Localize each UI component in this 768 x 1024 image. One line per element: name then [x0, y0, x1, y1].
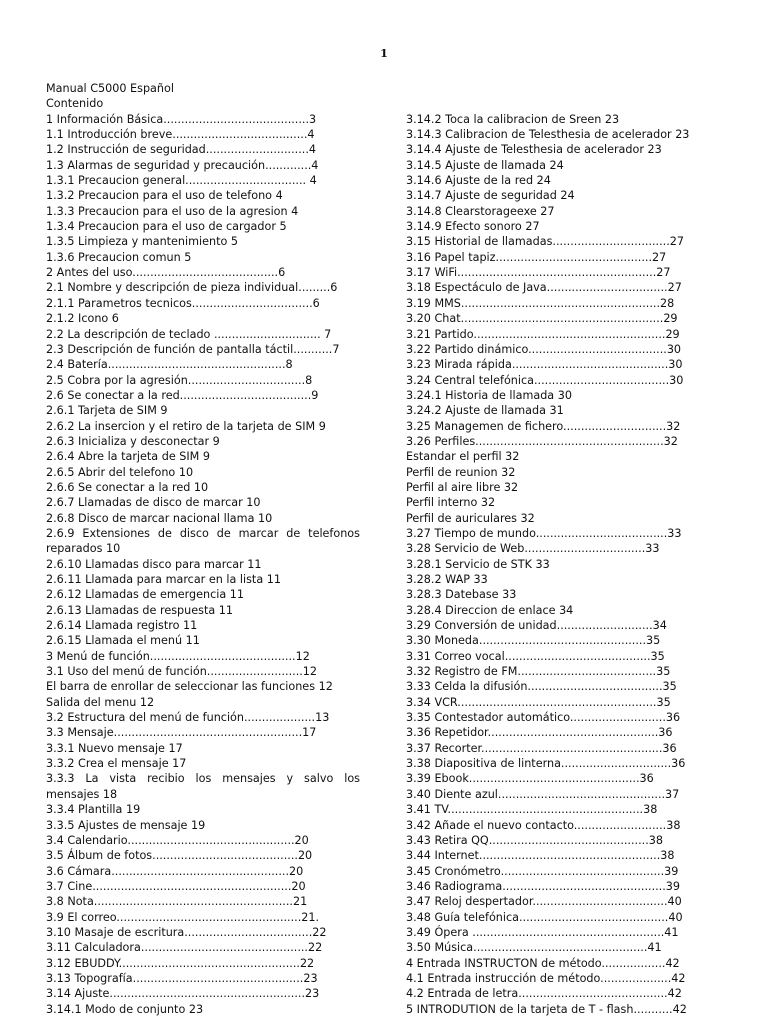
toc-entry: El barra de enrollar de seleccionar las funciones 12 — [46, 680, 333, 694]
toc-entry: 3.28.3 Datebase 33 — [406, 588, 517, 602]
toc-entry: 3.38 Diapositiva de linterna...............................36 — [406, 757, 686, 771]
toc-entry: 3.14.8 Clearstorageexe 27 — [406, 204, 555, 218]
toc-entry: 2.6.4 Abre la tarjeta de SIM 9 — [46, 450, 210, 464]
toc-entry: 1.3.4 Precaucion para el uso de cargador 5 — [46, 220, 287, 234]
toc-entry: 3.22 Partido dinámico.......................................30 — [406, 342, 682, 356]
toc-entry: 2.2 La descripción de teclado .............................. 7 — [46, 327, 332, 341]
toc-entry: 2.6.11 Llamada para marcar en la lista 11 — [46, 573, 281, 586]
toc-entry: 3.42 Añade el nuevo contacto..........................38 — [406, 818, 681, 832]
toc-entry: 2.6.7 Llamadas de disco de marcar 10 — [46, 496, 261, 510]
toc-entry: 3.43 Retira QQ.............................................38 — [406, 833, 664, 847]
toc-entry: 4 Entrada INSTRUCTON de método..................42 — [406, 956, 680, 970]
toc-entry: 3.6 Cámara..................................................20 — [46, 864, 304, 878]
toc-entry: 3.44 Internet...................................................38 — [406, 849, 675, 863]
toc-entry: 2.6.13 Llamadas de respuesta 11 — [46, 603, 233, 617]
toc-entry: 3.45 Cronómetro..............................................39 — [406, 864, 679, 878]
toc-entry: 2 Antes del uso.........................................6 — [46, 266, 286, 280]
toc-entry: 3.14.7 Ajuste de seguridad 24 — [406, 189, 575, 203]
toc-entry: Salida del menu 12 — [46, 695, 155, 709]
toc-entry: 3.23 Mirada rápida............................................30 — [406, 358, 683, 372]
toc-entry: 2.6.12 Llamadas de emergencia 11 — [46, 588, 245, 602]
toc-entry: 2.6.2 La insercion y el retiro de la tarjeta de SIM 9 — [46, 419, 326, 433]
toc-entry: 3.14 Ajuste.......................................................23 — [46, 987, 320, 1001]
toc-entry: 3.39 Ebook................................................36 — [406, 772, 654, 786]
toc-entry: 2.1.1 Parametros tecnicos..................................6 — [46, 296, 320, 310]
toc-entry: 3.30 Moneda...............................................35 — [406, 634, 661, 648]
toc-left-column — [46, 81, 360, 1017]
toc-entry: 3.36 Repetidor................................................36 — [406, 726, 673, 740]
toc-entry: 3.3.5 Ajustes de mensaje 19 — [46, 818, 206, 832]
toc-entry: 3.16 Papel tapiz............................................27 — [406, 250, 667, 264]
toc-entry: 2.1.2 Icono 6 — [46, 312, 119, 326]
toc-entry: 3.14.2 Toca la calibracion de Sreen 23 — [406, 112, 620, 126]
toc-entry: 3.40 Diente azul...............................................37 — [406, 787, 680, 801]
toc-entry: 1.3.3 Precaucion para el uso de la agresion 4 — [46, 204, 299, 218]
toc-entry: 3.20 Chat.........................................................29 — [406, 312, 678, 326]
toc-entry: 3.3.1 Nuevo mensaje 17 — [46, 741, 183, 755]
toc-entry: 1.3.6 Precaucion comun 5 — [46, 250, 192, 264]
toc-entry: 5 INTRODUTION de la tarjeta de T - flash...........42 — [406, 1002, 687, 1016]
toc-entry: 3.10 Masaje de escritura....................................22 — [46, 925, 327, 939]
toc-entry: 3.1 Uso del menú de función...........................12 — [46, 665, 318, 679]
toc-entry: 1.3 Alarmas de seguridad y precaución.............4 — [46, 158, 319, 172]
toc-entry: 3.14.4 Ajuste de Telesthesia de acelerador 23 — [406, 143, 662, 157]
toc-entry: 3.8 Nota........................................................21 — [46, 895, 308, 909]
toc-entry: 3.49 Ópera ......................................................41 — [406, 925, 679, 939]
toc-entry: 4.1 Entrada instrucción de método....................42 — [406, 971, 686, 985]
toc-entry: 3.2 Estructura del menú de función....................13 — [46, 711, 330, 725]
toc-entry: 3.37 Recorter...................................................36 — [406, 741, 677, 755]
toc-entry: reparados 10 — [46, 542, 121, 556]
toc-entry: 2.6.14 Llamada registro 11 — [46, 619, 198, 633]
toc-entry: 3.35 Contestador automático...........................36 — [406, 711, 681, 725]
toc-entry: 3.12 EBUDDY...................................................22 — [46, 956, 315, 970]
toc-right-column — [406, 112, 699, 1017]
toc-entry: 2.4 Batería..................................................8 — [46, 358, 293, 372]
toc-entry: 2.6.15 Llamada el menú 11 — [46, 634, 200, 648]
toc-entry: 2.3 Descripción de función de pantalla táctil...........7 — [46, 342, 340, 356]
toc-entry: 3.25 Managemen de fichero.............................32 — [406, 419, 681, 433]
toc-entry: 3.14.3 Calibracion de Telesthesia de acelerador 23 — [406, 128, 690, 142]
toc-entry: 2.6.9 Extensiones de disco de marcar de telefonos — [46, 526, 360, 540]
toc-entry: 3 Menú de función.........................................12 — [46, 649, 310, 663]
toc-entry: 3.26 Perfiles.....................................................32 — [406, 434, 678, 448]
toc-entry: 3.41 TV.......................................................38 — [406, 803, 658, 817]
toc-entry: 1.3.1 Precaucion general.................................. 4 — [46, 174, 317, 188]
toc-entry: 3.28.4 Direccion de enlace 34 — [406, 603, 574, 617]
toc-entry: 2.6.3 Inicializa y desconectar 9 — [46, 434, 220, 448]
toc-entry: 1.2 Instrucción de seguridad.............................4 — [46, 143, 317, 157]
toc-entry: 3.4 Calendario...............................................20 — [46, 833, 309, 847]
toc-entry: 1.3.2 Precaucion para el uso de telefono 4 — [46, 189, 283, 203]
toc-entry: 3.33 Celda la difusión......................................35 — [406, 680, 677, 694]
toc-entry: 2.6.10 Llamadas disco para marcar 11 — [46, 557, 262, 571]
toc-entry: 3.3.2 Crea el mensaje 17 — [46, 757, 187, 771]
toc-entry: 3.18 Espectáculo de Java..................................27 — [406, 281, 682, 295]
toc-entry: Contenido — [46, 97, 104, 111]
toc-entry: 3.17 WiFi........................................................27 — [406, 266, 671, 280]
toc-entry: 3.34 VCR........................................................35 — [406, 695, 671, 709]
toc-entry: 3.48 Guía telefónica..........................................40 — [406, 910, 683, 924]
toc-entry: 3.29 Conversión de unidad...........................34 — [406, 619, 667, 633]
toc-entry: 3.46 Radiograma..............................................39 — [406, 879, 681, 893]
toc-entry: 3.28.2 WAP 33 — [406, 573, 488, 586]
toc-entry: 3.14.5 Ajuste de llamada 24 — [406, 158, 564, 172]
toc-entry: 3.24.2 Ajuste de llamada 31 — [406, 404, 564, 418]
toc-entry: 3.27 Tiempo de mundo.....................................33 — [406, 526, 682, 540]
toc-entry: 3.31 Correo vocal.........................................35 — [406, 649, 665, 663]
toc-entry: 2.6.5 Abrir del telefono 10 — [46, 465, 194, 479]
toc-entry: 3.11 Calculadora...............................................22 — [46, 941, 323, 955]
toc-entry: 3.7 Cine........................................................20 — [46, 879, 306, 893]
toc-entry: 3.9 El correo....................................................21. — [46, 910, 320, 924]
toc-entry: 3.14.9 Efecto sonoro 27 — [406, 220, 540, 234]
toc-entry: 3.50 Música.................................................41 — [406, 941, 662, 955]
page-number: 1 — [379, 46, 388, 60]
toc-entry: Perfil al aire libre 32 — [406, 480, 519, 494]
toc-entry: 3.28.1 Servicio de STK 33 — [406, 557, 550, 571]
toc-entry: Estandar el perfil 32 — [406, 450, 520, 464]
toc-entry: 3.13 Topografía................................................23 — [46, 971, 318, 985]
toc-entry: Perfil de auriculares 32 — [406, 511, 535, 525]
toc-entry: 3.3 Mensaje.....................................................17 — [46, 726, 317, 740]
toc-entry: Perfil interno 32 — [406, 496, 496, 510]
toc-entry: 3.14.1 Modo de conjunto 23 — [46, 1002, 204, 1016]
toc-entry: 3.15 Historial de llamadas.................................27 — [406, 235, 685, 249]
toc-entry: 3.5 Álbum de fotos.........................................20 — [46, 849, 313, 863]
toc-entry: 1.3.5 Limpieza y mantenimiento 5 — [46, 235, 239, 249]
toc-entry: 1.1 Introducción breve......................................4 — [46, 128, 315, 142]
toc-entry: 1 Información Básica.........................................3 — [46, 112, 317, 126]
toc-entry: 2.5 Cobra por la agresión.................................8 — [46, 373, 313, 387]
toc-entry: 2.6.8 Disco de marcar nacional llama 10 — [46, 511, 273, 525]
toc-entry: Perfil de reunion 32 — [406, 465, 516, 479]
toc-entry: mensajes 18 — [46, 787, 118, 801]
toc-entry: 3.24.1 Historia de llamada 30 — [406, 388, 572, 402]
toc-entry: 3.21 Partido......................................................29 — [406, 327, 680, 341]
toc-entry: 3.19 MMS........................................................28 — [406, 296, 675, 310]
toc-entry: 4.2 Entrada de letra..........................................42 — [406, 987, 682, 1001]
toc-entry: 3.14.6 Ajuste de la red 24 — [406, 174, 551, 188]
toc-entry: 2.6 Se conectar a la red.....................................9 — [46, 388, 319, 402]
toc-entry: 3.47 Reloj despertador......................................40 — [406, 895, 682, 909]
toc-entry: 2.1 Nombre y descripción de pieza individual.........6 — [46, 281, 338, 295]
toc-entry: 3.28 Servicio de Web..................................33 — [406, 542, 660, 556]
toc-entry: Manual C5000 Español — [46, 82, 174, 95]
toc-entry: 3.24 Central telefónica......................................30 — [406, 373, 684, 387]
toc-entry: 3.3.3 La vista recibio los mensajes y salvo los — [46, 772, 360, 786]
toc-entry: 2.6.1 Tarjeta de SIM 9 — [46, 404, 168, 418]
toc-entry: 3.32 Registro de FM.......................................35 — [406, 665, 671, 679]
toc-entry: 2.6.6 Se conectar a la red 10 — [46, 480, 209, 494]
toc-entry: 3.3.4 Plantilla 19 — [46, 803, 141, 817]
